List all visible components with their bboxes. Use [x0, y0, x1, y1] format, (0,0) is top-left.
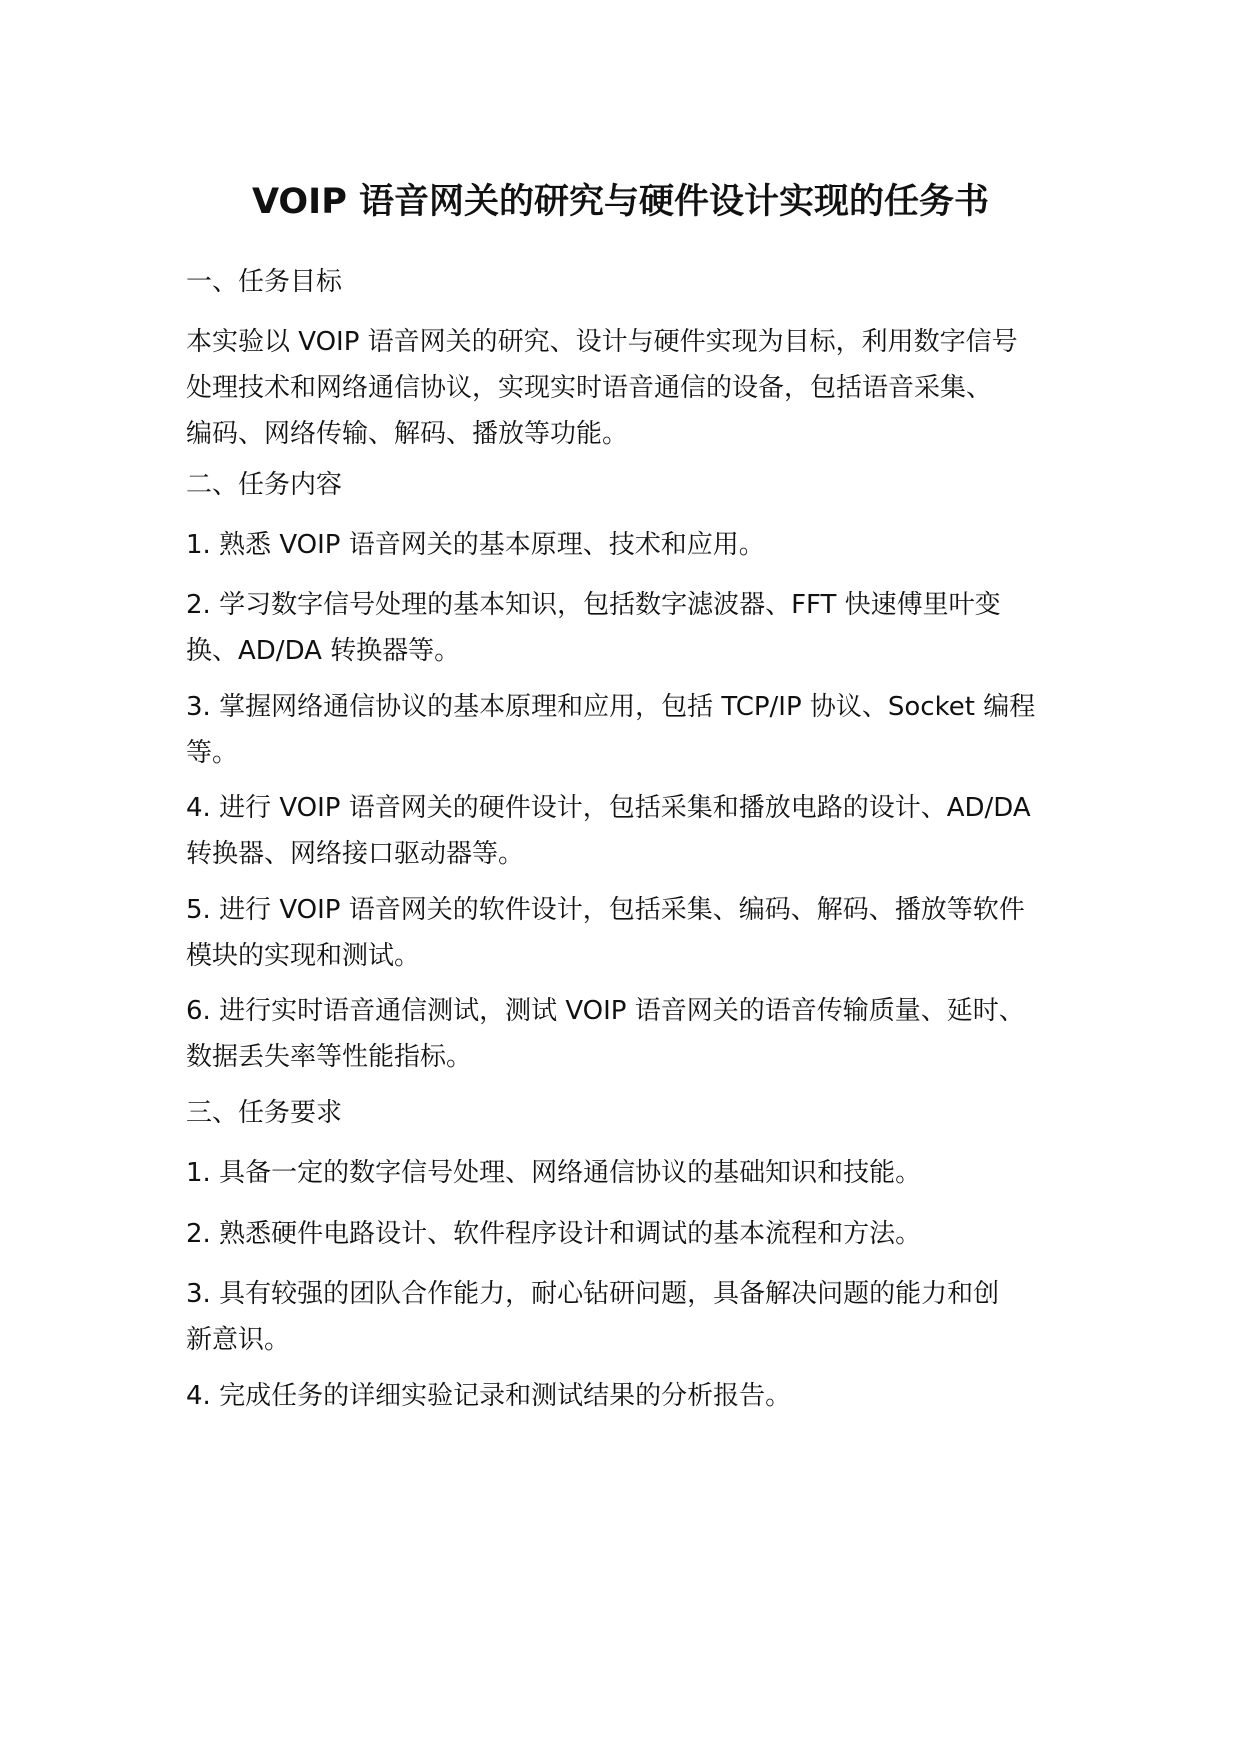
list-item: [186, 887, 1066, 979]
list-item: [186, 684, 1066, 776]
list-item: [186, 1211, 1066, 1257]
paragraph-line: 处理技术和网络通信协议，实现实时语音通信的设备，包括语音采集、: [186, 373, 993, 403]
list-item: [186, 785, 1066, 877]
paragraph-line: 编码、网络传输、解码、播放等功能。: [186, 419, 629, 449]
list-item: [186, 988, 1066, 1080]
list-item-line: 换、AD/DA 转换器等。: [186, 636, 461, 666]
list-item-line: 模块的实现和测试。: [186, 941, 421, 971]
section-heading-content: 二、任务内容: [186, 470, 343, 500]
list-item-line: 3. 具有较强的团队合作能力，耐心钻研问题，具备解决问题的能力和创: [186, 1279, 1000, 1309]
list-item: [186, 522, 1066, 568]
list-item: [186, 582, 1066, 674]
section-heading-goal: 一、任务目标: [186, 267, 343, 297]
list-item: [186, 1150, 1066, 1196]
list-item-line: 1. 熟悉 VOIP 语音网关的基本原理、技术和应用。: [186, 530, 765, 560]
list-item: [186, 1373, 1066, 1419]
list-item-line: 5. 进行 VOIP 语音网关的软件设计，包括采集、编码、解码、播放等软件: [186, 895, 1025, 925]
document-title: VOIP 语音网关的研究与硬件设计实现的任务书: [251, 182, 990, 222]
list-item-line: 4. 完成任务的详细实验记录和测试结果的分析报告。: [186, 1381, 792, 1411]
list-item-line: 3. 掌握网络通信协议的基本原理和应用，包括 TCP/IP 协议、Socket 编程: [186, 692, 1036, 722]
list-item-line: 新意识。: [186, 1325, 291, 1355]
list-item-line: 2. 学习数字信号处理的基本知识，包括数字滤波器、FFT 快速傅里叶变: [186, 590, 1001, 620]
list-item-line: 4. 进行 VOIP 语音网关的硬件设计，包括采集和播放电路的设计、AD/DA: [186, 793, 1031, 823]
section-heading-requirements: 三、任务要求: [186, 1098, 343, 1128]
paragraph-line: 本实验以 VOIP 语音网关的研究、设计与硬件实现为目标，利用数字信号: [186, 327, 1018, 357]
list-item: [186, 1271, 1066, 1363]
list-item-line: 6. 进行实时语音通信测试，测试 VOIP 语音网关的语音传输质量、延时、: [186, 996, 1025, 1026]
list-item-line: 转换器、网络接口驱动器等。: [186, 839, 525, 869]
list-item-line: 等。: [186, 738, 239, 768]
list-item-line: 1. 具备一定的数字信号处理、网络通信协议的基础知识和技能。: [186, 1158, 922, 1188]
goal-paragraph: [186, 319, 1066, 457]
list-item-line: 2. 熟悉硬件电路设计、软件程序设计和调试的基本流程和方法。: [186, 1219, 922, 1249]
list-item-line: 数据丢失率等性能指标。: [186, 1042, 473, 1072]
